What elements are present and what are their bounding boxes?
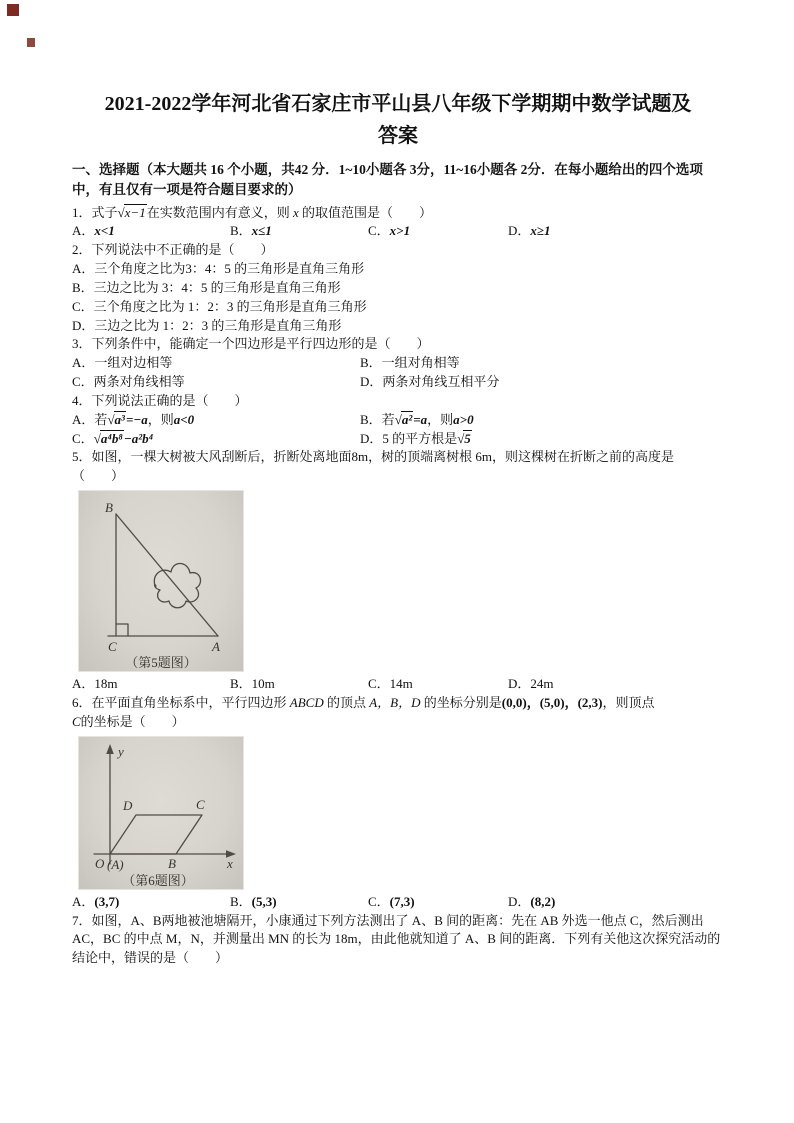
question-5-options <box>72 675 724 694</box>
stem-text: 在实数范围内有意义，则 <box>146 204 293 220</box>
option-d: D．两条对角线互相平分 <box>360 374 500 390</box>
option-a <box>72 675 230 694</box>
option-label: A． <box>72 223 95 239</box>
radicand: 5 <box>464 430 471 446</box>
option-c <box>368 675 508 694</box>
option-label: B． <box>230 893 252 909</box>
question-6-stem <box>72 694 724 732</box>
stem-text: 的坐标是（ ） <box>80 713 185 729</box>
question-6-figure <box>78 736 244 890</box>
question-5-figure <box>78 490 244 672</box>
question-2-stem: 2．下列说法中不正确的是（ ） <box>72 242 274 258</box>
vertex-label-c: C <box>196 796 205 812</box>
sqrt-expression <box>457 430 472 446</box>
option-label: C． <box>368 223 390 239</box>
sqrt-expression <box>118 204 147 220</box>
option-label: B．若 <box>360 411 395 427</box>
vertex-label-d: D <box>123 797 133 813</box>
option-label: A． <box>72 676 95 692</box>
option-value: x>1 <box>389 223 411 239</box>
option-d: D．三边之比为 1：2：3 的三角形是直角三角形 <box>72 317 342 333</box>
radicand: x−1 <box>124 204 146 220</box>
option-c <box>72 430 360 449</box>
question-3-stem: 3．下列条件中，能确定一个四边形是平行四边形的是（ ） <box>72 336 430 352</box>
sqrt-expression <box>94 430 124 446</box>
option-value: (5,3) <box>251 893 277 909</box>
option-value: 18m <box>94 676 118 692</box>
question-3-options-row-1 <box>72 354 724 373</box>
title-line-1: 2021-2022学年河北省石家庄市平山县八年级下学期期中数学试题及 <box>104 93 692 115</box>
section-heading: 一、选择题（本大题共 16 个小题，共42 分．1~10小题各 3分，11~16小题各 2分．在每小题给出的四个选项中，有且仅有一项是符合题目要求的） <box>72 162 703 198</box>
radical-sign-icon: √ <box>117 204 124 220</box>
figure-caption: （第5题图） <box>125 655 197 671</box>
option-label: D．5 的平方根是 <box>360 430 458 446</box>
option-value: 14m <box>389 676 413 692</box>
figure-caption: （第6题图） <box>122 872 194 888</box>
option-value: (3,7) <box>94 893 120 909</box>
option-b: B．一组对角相等 <box>360 355 460 371</box>
point-label-a: A <box>212 639 220 655</box>
question-6 <box>72 694 724 912</box>
coordinates-bold: (0,0)，(5,0)，(2,3) <box>501 695 603 710</box>
option-value: (8,2) <box>530 893 556 909</box>
question-4-options-row-1 <box>72 411 724 430</box>
radicand: a² <box>401 411 413 427</box>
document-title <box>72 88 724 152</box>
option-b <box>230 893 368 912</box>
stem-text: （ ） <box>72 468 125 484</box>
option-a: A．三个角度之比为3：4：5 的三角形是直角三角形 <box>72 261 365 277</box>
option-a <box>72 893 230 912</box>
radical-sign-icon: √ <box>107 411 114 427</box>
option-value: x<1 <box>94 223 115 239</box>
option-label: A．若 <box>72 411 108 427</box>
option-d <box>360 430 724 449</box>
option-label: D． <box>508 893 531 909</box>
equation-part: =a <box>413 411 428 427</box>
stem-text: 1．式子 <box>72 204 118 220</box>
math-var: x <box>292 204 299 220</box>
axis-label-x: x <box>227 855 233 871</box>
option-a: A．一组对边相等 <box>72 355 173 371</box>
option-value: x≥1 <box>530 223 551 239</box>
option-label: A． <box>72 893 95 909</box>
y-axis-arrow-icon <box>106 744 114 754</box>
option-b: B．三边之比为 3：4：5 的三角形是直角三角形 <box>72 279 341 295</box>
equation-part: −a²b⁴ <box>123 430 154 446</box>
axis-label-y: y <box>118 743 124 759</box>
question-2 <box>72 241 724 335</box>
question-7 <box>72 912 724 969</box>
math-var: A，B，D <box>369 695 421 710</box>
fallen-top-line <box>116 514 218 636</box>
stem-text: 的顶点 <box>323 695 370 710</box>
option-b <box>230 222 368 241</box>
option-b <box>360 411 724 430</box>
question-4-options-row-2 <box>72 430 724 449</box>
option-value: 24m <box>530 676 554 692</box>
radicand: a³ <box>114 411 125 427</box>
option-c: C．两条对角线相等 <box>72 374 185 390</box>
option-value: x≤1 <box>251 223 272 239</box>
question-4 <box>72 392 724 449</box>
stem-text: ，则顶点 <box>602 695 655 710</box>
point-label-c: C <box>108 639 117 655</box>
question-7-stem: 7．如图，A、B两地被池塘隔开，小康通过下列方法测出了 A、B 间的距离：先在 AB 外选一他点 C，然后测出 AC，BC 的中点 M，N，并测量出 MN 的长为 18m，由此他就知道了 A、B 间的距离．下列有关他这次探究活动的结论中，错误的是（ ） <box>72 912 721 966</box>
vertex-label-a: (A) <box>107 856 124 872</box>
option-a <box>72 411 360 430</box>
option-b <box>230 675 368 694</box>
option-label: C． <box>72 430 94 446</box>
option-c <box>368 893 508 912</box>
radical-sign-icon: √ <box>394 411 401 427</box>
parallelogram-outline <box>110 815 202 854</box>
equation-part: a>0 <box>453 411 474 427</box>
question-6-options <box>72 893 724 912</box>
radical-sign-icon: √ <box>93 430 100 446</box>
parallelogram-coordinate-diagram <box>78 736 244 890</box>
math-var: C <box>72 713 81 729</box>
sqrt-expression <box>395 411 414 427</box>
option-label: B． <box>230 223 252 239</box>
option-value: 10m <box>251 676 275 692</box>
stem-text: 6．在平面直角坐标系中，平行四边形 <box>72 695 290 710</box>
option-text: ，则 <box>427 411 454 427</box>
option-a <box>72 222 230 241</box>
equation-part: =−a <box>125 411 148 427</box>
question-5 <box>72 448 724 694</box>
right-angle-mark <box>116 624 128 636</box>
option-label: C． <box>368 893 390 909</box>
question-4-stem: 4．下列说法正确的是（ ） <box>72 392 248 408</box>
radicand: a⁴b⁸ <box>100 430 123 446</box>
vertex-label-b: B <box>168 855 176 871</box>
stem-text: 的坐标分别是 <box>420 695 502 710</box>
equation-part: a<0 <box>173 411 195 427</box>
question-1-options <box>72 222 724 241</box>
title-line-2: 答案 <box>378 125 418 147</box>
radical-sign-icon: √ <box>457 430 464 446</box>
option-text: ，则 <box>147 411 174 427</box>
option-d <box>508 222 724 241</box>
math-var: ABCD <box>289 695 324 710</box>
option-value: (7,3) <box>389 893 415 909</box>
question-1-stem <box>72 204 724 223</box>
option-d <box>508 675 724 694</box>
question-3-options-row-2 <box>72 373 724 392</box>
question-1 <box>72 204 724 242</box>
option-c: C．三个角度之比为 1：2：3 的三角形是直角三角形 <box>72 298 367 314</box>
tree-crown-scribble <box>154 564 200 608</box>
option-label: B． <box>230 676 252 692</box>
broken-tree-diagram <box>78 490 244 672</box>
option-d <box>508 893 724 912</box>
stem-text: 的取值范围是（ ） <box>298 204 433 220</box>
question-3 <box>72 335 724 392</box>
option-c <box>368 222 508 241</box>
stem-text: 5．如图，一棵大树被大风刮断后，折断处离地面8m，树的顶端离树根 6m，则这棵树在折断之前的高度是 <box>72 449 674 465</box>
origin-label-o: O <box>95 855 105 871</box>
option-label: C． <box>368 676 390 692</box>
option-label: D． <box>508 223 531 239</box>
point-label-b: B <box>105 500 113 516</box>
option-label: D． <box>508 676 531 692</box>
question-5-stem <box>72 448 724 486</box>
sqrt-expression <box>107 411 126 427</box>
